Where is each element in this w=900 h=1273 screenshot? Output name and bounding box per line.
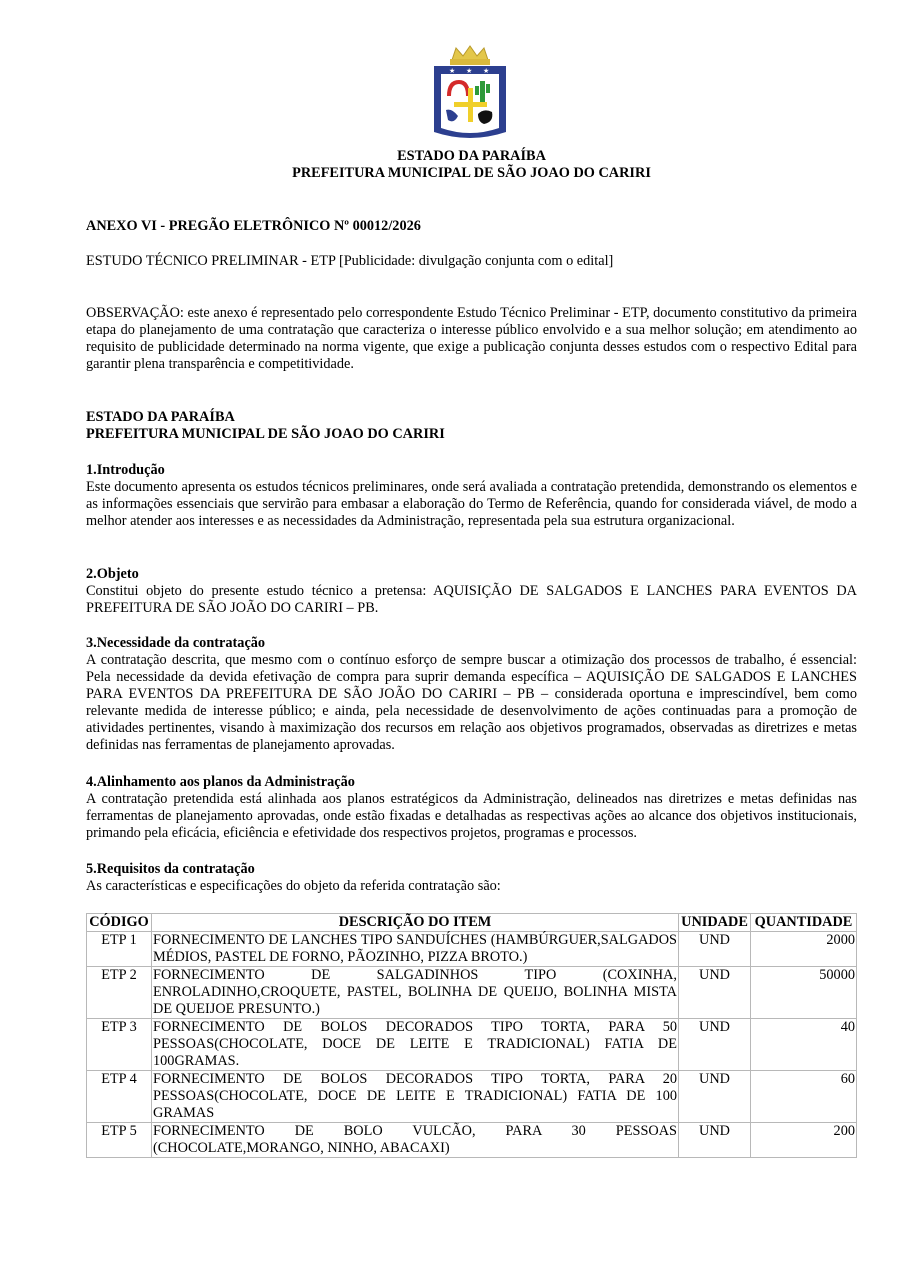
cell-description: FORNECIMENTO DE LANCHES TIPO SANDUÍCHES (HAMBÚRGUER,SALGADOS MÉDIOS, PASTEL DE FORNO, PÃOZINHO, PIZZA BROTO.) (153, 932, 677, 965)
section-title: 5.Requisitos da contratação (86, 861, 255, 877)
header-description: DESCRIÇÃO DO ITEM (152, 914, 679, 932)
cell-quantity: 60 (751, 1071, 857, 1123)
cell-quantity: 2000 (751, 932, 857, 967)
etp-line: ESTUDO TÉCNICO PRELIMINAR - ETP [Publicidade: divulgação conjunta com o edital] (86, 253, 614, 269)
table-header-row (87, 914, 857, 932)
cell-description: FORNECIMENTO DE BOLOS DECORADOS TIPO TORTA, PARA 20 PESSOAS(CHOCOLATE, DOCE DE LEITE E TRADICIONAL) FATIA DE 100 GRAMAS (153, 1071, 677, 1121)
section-body: Pela necessidade da devida efetivação de compra para suprir demanda específica – AQUISIÇÃO DE SALGADOS E LANCHES PARA EVENTOS DA PREFEITURA DE SÃO JOÃO DO CARIRI – PB – considerada oportuna e imprescindível, bem como relevante medida de interesse público; e ainda, pela necessidade de desenvolvimento de ações continuadas para a promoção de atividades pertinentes, visando à maximização dos recursos em relação aos objetivos programados, observadas as diretrizes e metas definidas nas ferramentas de planejamento aprovadas. (86, 669, 857, 753)
header-unit: UNIDADE (679, 914, 751, 932)
section-object (86, 566, 857, 617)
section-alignment (86, 774, 857, 842)
section-title: 1.Introdução (86, 462, 165, 478)
header-quantity: QUANTIDADE (751, 914, 857, 932)
section-title: 4.Alinhamento aos planos da Administração (86, 774, 355, 790)
table-row (87, 1019, 857, 1071)
cell-quantity: 40 (751, 1019, 857, 1071)
cell-code: ETP 3 (87, 1019, 152, 1071)
section-introduction (86, 462, 857, 530)
cell-unit: UND (679, 1019, 751, 1071)
cell-unit: UND (679, 1123, 751, 1158)
svg-text:★: ★ (449, 67, 456, 75)
annex-title: ANEXO VI - PREGÃO ELETRÔNICO Nº 00012/2026 (86, 218, 421, 234)
section-necessity (86, 635, 857, 754)
cell-code: ETP 5 (87, 1123, 152, 1158)
section-body-line1: A contratação descrita, que mesmo com o contínuo esforço de sempre buscar a otimização dos processos de trabalho, é essencial: (86, 652, 857, 668)
header-prefecture: PREFEITURA MUNICIPAL DE SÃO JOAO DO CARIRI (292, 165, 651, 181)
header-code: CÓDIGO (87, 914, 152, 932)
cell-unit: UND (679, 1071, 751, 1123)
cell-description: FORNECIMENTO DE SALGADINHOS TIPO (COXINHA, ENROLADINHO,CROQUETE, PASTEL, BOLINHA DE QUEIJO, BOLINHA MISTA DE QUEIJOE PRESUNTO.) (153, 967, 677, 1017)
cell-code: ETP 1 (87, 932, 152, 967)
cell-unit: UND (679, 967, 751, 1019)
section-title: 3.Necessidade da contratação (86, 635, 266, 651)
section-requirements (86, 861, 857, 895)
cell-quantity: 200 (751, 1123, 857, 1158)
cell-unit: UND (679, 932, 751, 967)
cell-description: FORNECIMENTO DE BOLO VULCÃO, PARA 30 PESSOAS (CHOCOLATE,MORANGO, NINHO, ABACAXI) (153, 1123, 677, 1156)
table-row (87, 1071, 857, 1123)
cell-description: FORNECIMENTO DE BOLOS DECORADOS TIPO TORTA, PARA 50 PESSOAS(CHOCOLATE, DOCE DE LEITE E TRADICIONAL) FATIA DE 100GRAMAS. (153, 1019, 677, 1069)
coat-of-arms-icon (432, 44, 508, 142)
table-row (87, 1123, 857, 1158)
section-title: 2.Objeto (86, 566, 139, 582)
section-body: A contratação pretendida está alinhada aos planos estratégicos da Administração, delineados nas diretrizes e metas definidas nas ferramentas de planejamento aprovadas, onde estão fixadas e detalhadas as respectivas ações ao alcance dos objetivos institucionais, primando pela eficácia, eficiência e efetividade dos respectivos projetos, programas e processos. (86, 791, 857, 841)
section-body: As características e especificações do objeto da referida contratação são: (86, 878, 501, 894)
table-row (87, 967, 857, 1019)
items-table (86, 913, 857, 1158)
second-header-state: ESTADO DA PARAÍBA (86, 409, 235, 425)
second-header-prefecture: PREFEITURA MUNICIPAL DE SÃO JOAO DO CARIRI (86, 426, 445, 442)
cell-code: ETP 2 (87, 967, 152, 1019)
header-state: ESTADO DA PARAÍBA (397, 148, 546, 164)
svg-text:★: ★ (483, 67, 490, 75)
section-body: Constitui objeto do presente estudo técnico a pretensa: AQUISIÇÃO DE SALGADOS E LANCHES PARA EVENTOS DA PREFEITURA DE SÃO JOÃO DO CARIRI – PB. (86, 583, 857, 616)
cell-quantity: 50000 (751, 967, 857, 1019)
table-row (87, 932, 857, 967)
svg-text:★: ★ (466, 67, 473, 75)
section-body: Este documento apresenta os estudos técnicos preliminares, onde será avaliada a contratação pretendida, demonstrando os elementos e as informações essenciais que servirão para embasar a elaboração do Termo de Referência, quando for considerada viável, de modo a melhor atender aos interesses e as necessidades da Administração, representada pela sua estrutura organizacional. (86, 479, 857, 529)
observation-paragraph: OBSERVAÇÃO: este anexo é representado pelo correspondente Estudo Técnico Preliminar - ETP, documento constitutivo da primeira etapa do planejamento de uma contratação que caracteriza o interesse público envolvido e a sua melhor solução; em atendimento ao requisito de publicidade determinado na norma vigente, que exige a publicação conjunta desses estudos com o respectivo Edital para garantir plena transparência e competitividade. (86, 305, 857, 372)
cell-code: ETP 4 (87, 1071, 152, 1123)
